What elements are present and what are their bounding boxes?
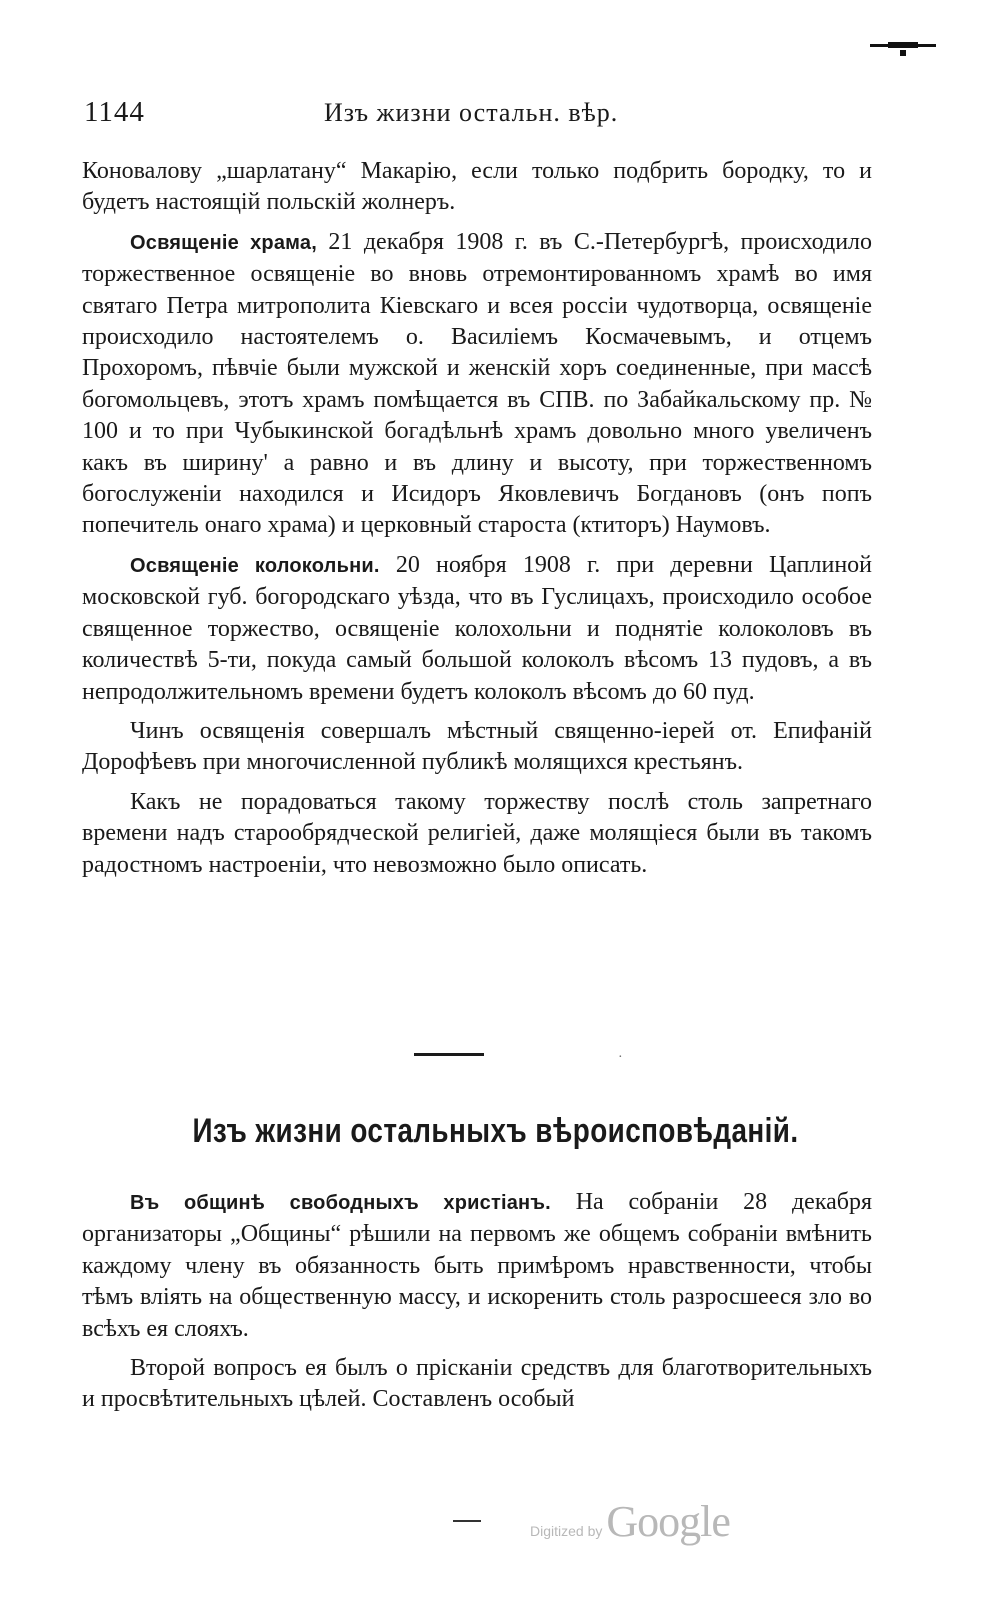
section-divider (414, 1053, 484, 1056)
footer-dash (453, 1520, 481, 1522)
paragraph-lead: Въ общинѣ свободныхъ христіанъ. (130, 1192, 551, 1214)
paragraph-continuation: Коновалову „шарлатану“ Макарію, если только подбрить бородку, то и будетъ настоящій польскій жолнеръ. (82, 158, 872, 216)
google-watermark (530, 1496, 730, 1546)
section-heading: Изъ жизни остальныхъ вѣроисповѣданій. (192, 1112, 799, 1150)
paragraph-lead: Освященіе храма, (130, 231, 317, 254)
watermark-digitized-by: Digitized by (530, 1523, 603, 1539)
article-column (82, 156, 872, 881)
paragraph-free-christians (82, 1187, 872, 1345)
article-column-2 (82, 1187, 872, 1416)
paragraph-celebration: Какъ не порадоваться такому торжеству послѣ столь запретнаго времени надъ старообрядческой религіей, даже молящіеся были въ такомъ радостномъ настроеніи, что невозможно было описать. (82, 788, 872, 878)
paragraph-text: 21 декабря 1908 г. въ С.-Петербургѣ, происходило торжественное освященіе во вновь отремонтированномъ храмѣ во имя святаго Петра митрополита Кіевскаго и всея россіи чудотворца, освященіе происходило настоятелемъ о. Василіемъ Космачевымъ, и отцемъ Прохоромъ, пѣвчіе были мужской и женскій хоръ соединенные, при массѣ богомольцевъ, этотъ храмъ помѣщается въ СПВ. по Забайкальскому пр. № 100 и то при Чубыкинской богадѣльнѣ храмъ довольно много увеличенъ какъ въ ширину' а равно и въ длину и высоту, при торжественномъ богослуженіи находился и Исидоръ Яковлевичъ Богдановъ (онъ попъ попечитель онаго храма) и церковный староста (ктиторъ) Наумовъ. (82, 228, 873, 539)
paragraph-second-question: Второй вопросъ ея былъ о прісканіи средствъ для благотворительныхъ и просвѣтительныхъ цѣлей. Составленъ особый (82, 1355, 872, 1413)
divider-speck: · (618, 1050, 623, 1065)
google-logo: Google (606, 1497, 730, 1546)
paragraph-text: На собраніи 28 декабря организаторы „Общины“ рѣшили на первомъ же общемъ собраніи вмѣнить каждому члену въ обязанность быть примѣромъ нравственности, чтобы тѣмъ вліять на общественную массу, и искоренить столь разросшееся зло во всѣхъ ея слояхъ. (82, 1189, 873, 1342)
paragraph-text: 20 ноября 1908 г. при деревни Цаплиной московской губ. богородскаго уѣзда, что въ Гуслицахъ, происходило особое священное торжество, освященіе колохольни и поднятіе колоколовъ въ количествѣ 5-ти, покуда самый большой колоколъ вѣсомъ 13 пудовъ, а въ непродолжительномъ времени будетъ колоколъ вѣсомъ до 60 пуд. (82, 551, 873, 705)
paragraph-belfry-consecration (82, 550, 872, 708)
paragraph-lead: Освященіе колокольни. (130, 554, 380, 577)
paragraph-church-consecration (82, 227, 872, 542)
paragraph-rite: Чинъ освященія совершалъ мѣстный священно-іерей от. Епифаній Дорофѣевъ при многочисленной публикѣ молящихся крестьянъ. (82, 717, 872, 776)
ink-blot-mark (870, 40, 940, 58)
running-title: Изъ жизни остальн. вѣр. (324, 98, 619, 127)
page-number: 1144 (84, 96, 145, 128)
running-head (84, 96, 904, 136)
